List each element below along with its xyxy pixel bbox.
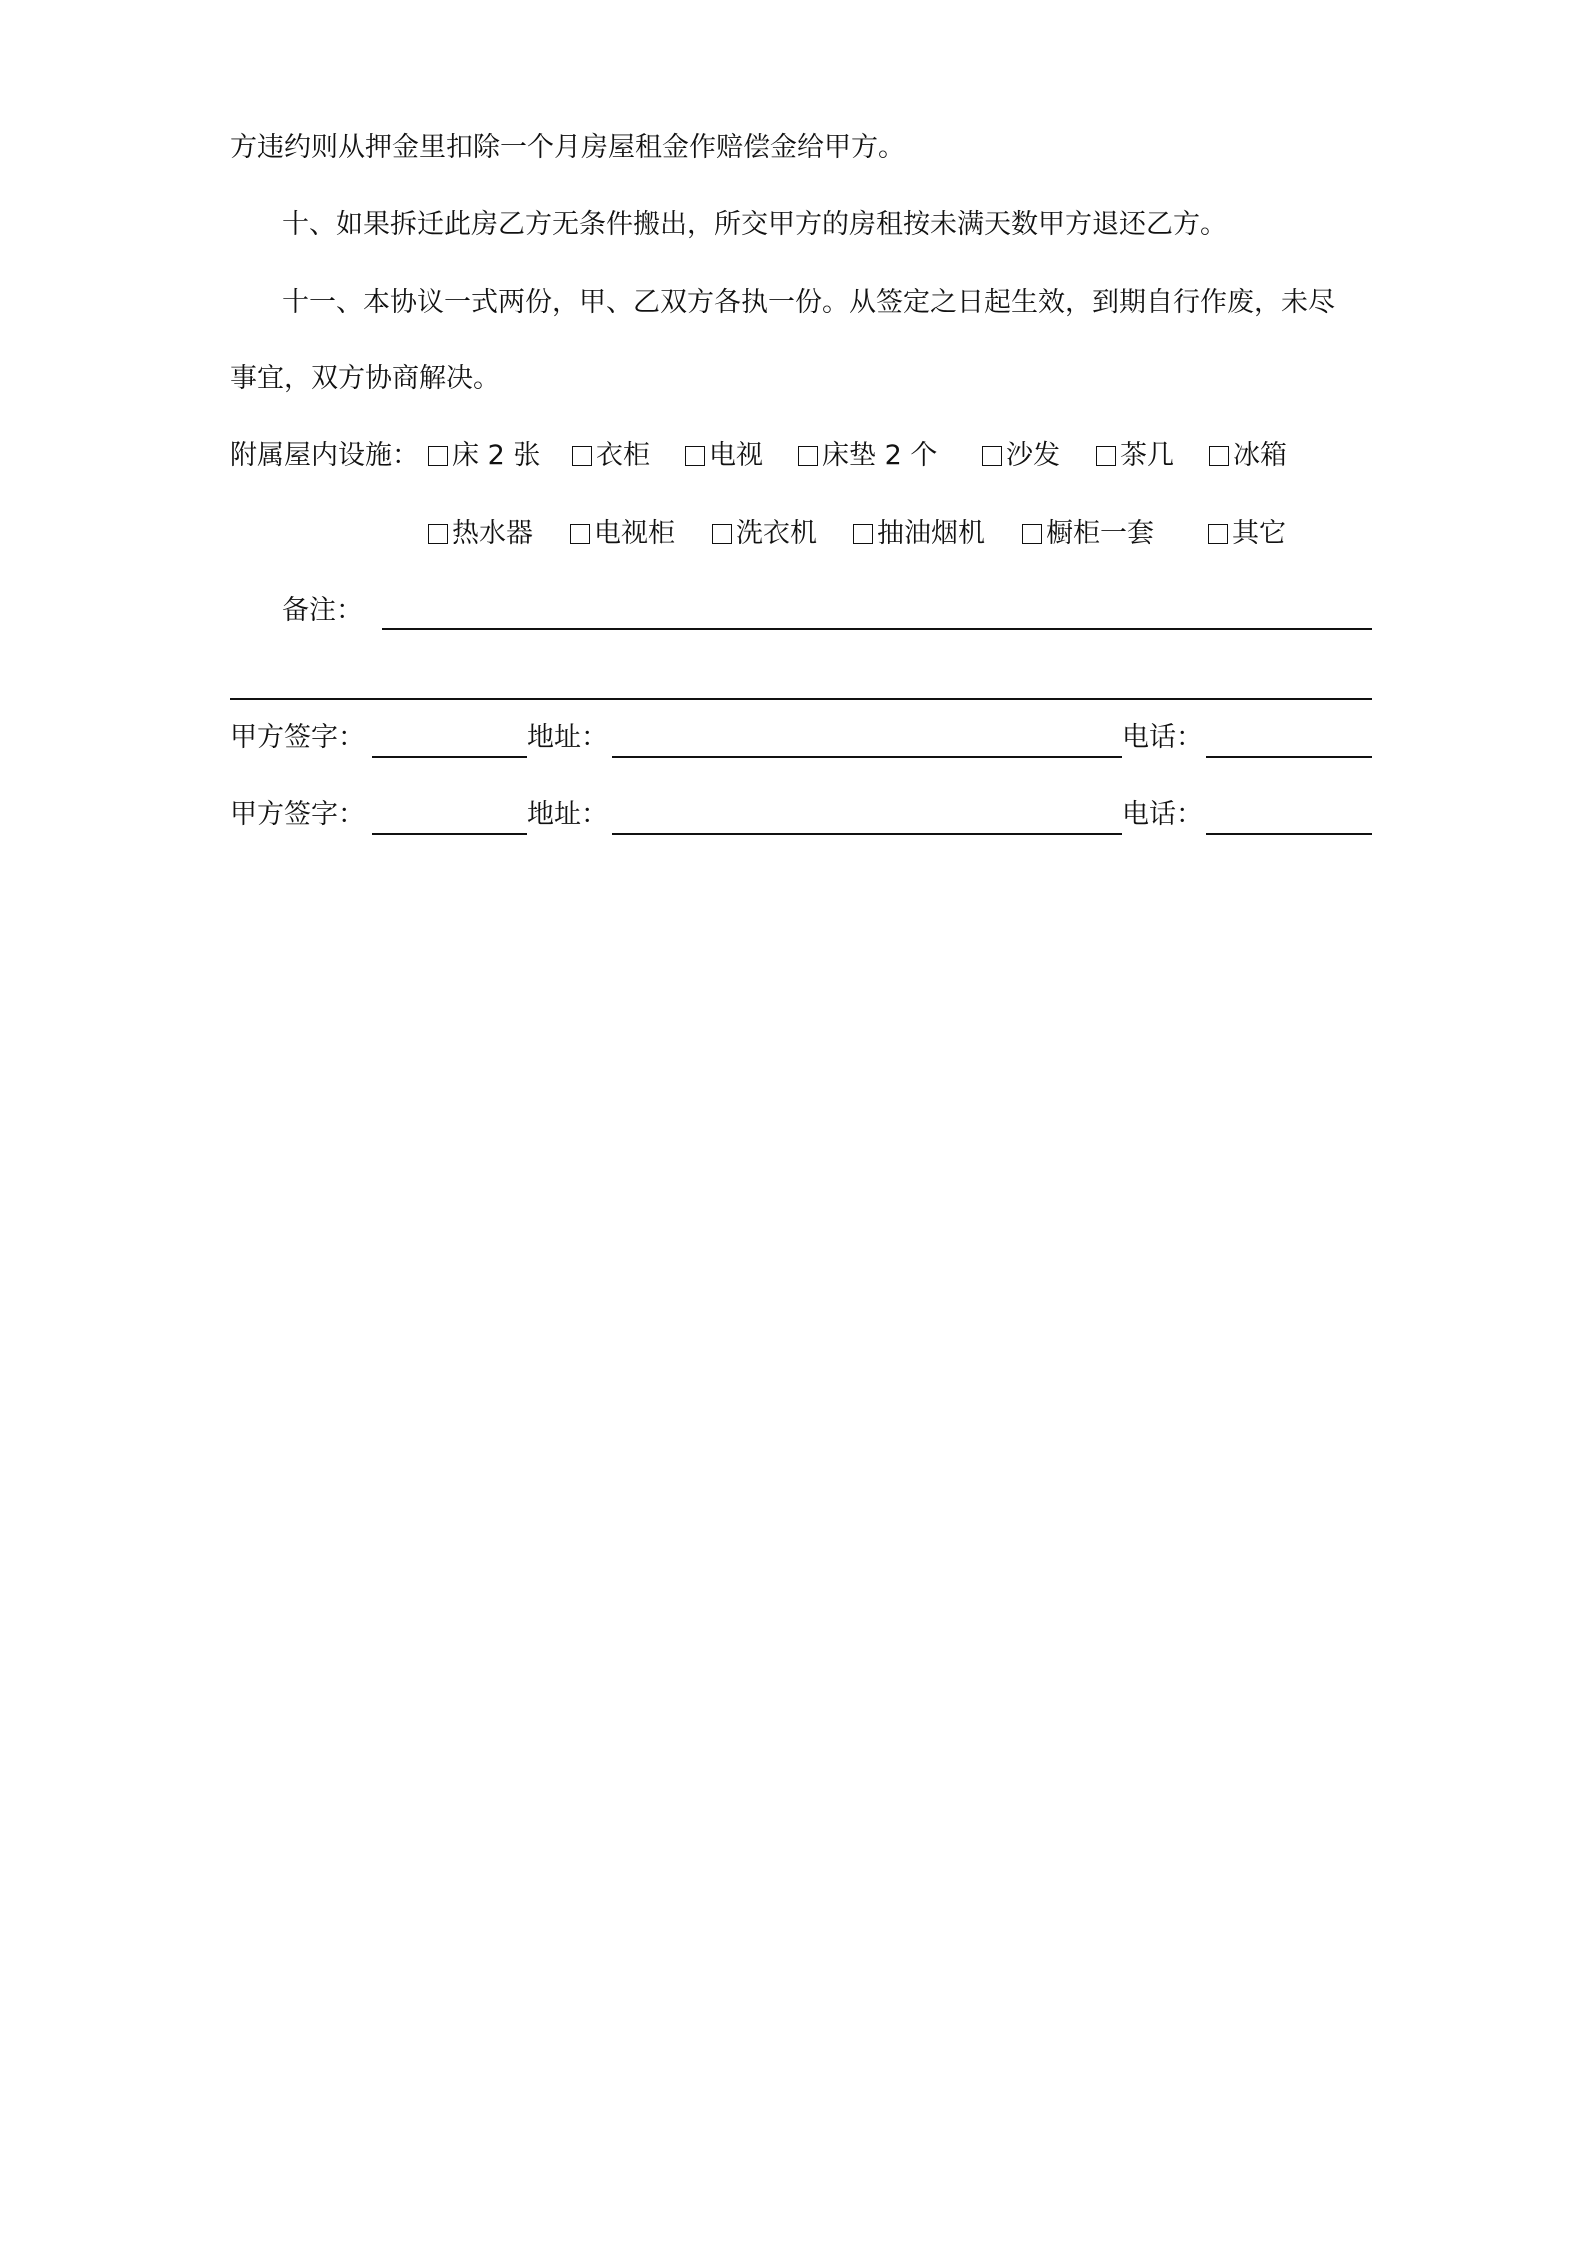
signature-label: 甲方签字： bbox=[230, 722, 365, 753]
amenity-tv-cabinet[interactable]: 电视柜 bbox=[570, 514, 675, 554]
remarks-line-1[interactable] bbox=[382, 628, 1372, 630]
remarks-label: 备注： bbox=[282, 595, 363, 626]
paragraph-eleven-line2: 事宜，双方协商解决。 bbox=[230, 363, 500, 394]
amenity-bed[interactable]: 床 2 张 bbox=[428, 436, 540, 476]
amenity-washing-machine[interactable]: 洗衣机 bbox=[712, 514, 817, 554]
amenity-fridge[interactable]: 冰箱 bbox=[1209, 436, 1287, 476]
checkbox-icon[interactable] bbox=[428, 524, 448, 544]
phone-label: 电话： bbox=[1122, 799, 1203, 830]
checkbox-icon[interactable] bbox=[572, 446, 592, 466]
amenity-other[interactable]: 其它 bbox=[1208, 514, 1286, 554]
paragraph-penalty: 方违约则从押金里扣除一个月房屋租金作赔偿金给甲方。 bbox=[230, 132, 905, 163]
amenity-range-hood[interactable]: 抽油烟机 bbox=[853, 514, 985, 554]
checkbox-icon[interactable] bbox=[982, 446, 1002, 466]
amenities-row-2 bbox=[428, 514, 1328, 554]
phone-field[interactable] bbox=[1206, 833, 1372, 835]
amenities-label: 附属屋内设施： bbox=[230, 440, 419, 471]
checkbox-icon[interactable] bbox=[570, 524, 590, 544]
amenity-tea-table[interactable]: 茶几 bbox=[1096, 436, 1174, 476]
phone-label: 电话： bbox=[1122, 722, 1203, 753]
checkbox-icon[interactable] bbox=[798, 446, 818, 466]
amenity-sofa[interactable]: 沙发 bbox=[982, 436, 1060, 476]
checkbox-icon[interactable] bbox=[712, 524, 732, 544]
signature-field[interactable] bbox=[372, 833, 527, 835]
address-field[interactable] bbox=[612, 833, 1122, 835]
remarks-line-2[interactable] bbox=[230, 698, 1372, 700]
amenity-wardrobe[interactable]: 衣柜 bbox=[572, 436, 650, 476]
amenities-row-1 bbox=[230, 436, 1380, 476]
amenity-water-heater[interactable]: 热水器 bbox=[428, 514, 533, 554]
address-field[interactable] bbox=[612, 756, 1122, 758]
checkbox-icon[interactable] bbox=[1022, 524, 1042, 544]
paragraph-ten: 十、如果拆迁此房乙方无条件搬出，所交甲方的房租按未满天数甲方退还乙方。 bbox=[282, 209, 1227, 240]
amenity-tv[interactable]: 电视 bbox=[685, 436, 763, 476]
address-label: 地址： bbox=[527, 799, 608, 830]
address-label: 地址： bbox=[527, 722, 608, 753]
signature-field[interactable] bbox=[372, 756, 527, 758]
checkbox-icon[interactable] bbox=[1208, 524, 1228, 544]
amenity-cupboard-set[interactable]: 橱柜一套 bbox=[1022, 514, 1154, 554]
checkbox-icon[interactable] bbox=[428, 446, 448, 466]
checkbox-icon[interactable] bbox=[853, 524, 873, 544]
amenity-mattress[interactable]: 床垫 2 个 bbox=[798, 436, 937, 476]
checkbox-icon[interactable] bbox=[685, 446, 705, 466]
signature-label: 甲方签字： bbox=[230, 799, 365, 830]
phone-field[interactable] bbox=[1206, 756, 1372, 758]
paragraph-eleven-line1: 十一、本协议一式两份，甲、乙双方各执一份。从签定之日起生效，到期自行作废，未尽 bbox=[282, 287, 1335, 318]
checkbox-icon[interactable] bbox=[1209, 446, 1229, 466]
checkbox-icon[interactable] bbox=[1096, 446, 1116, 466]
